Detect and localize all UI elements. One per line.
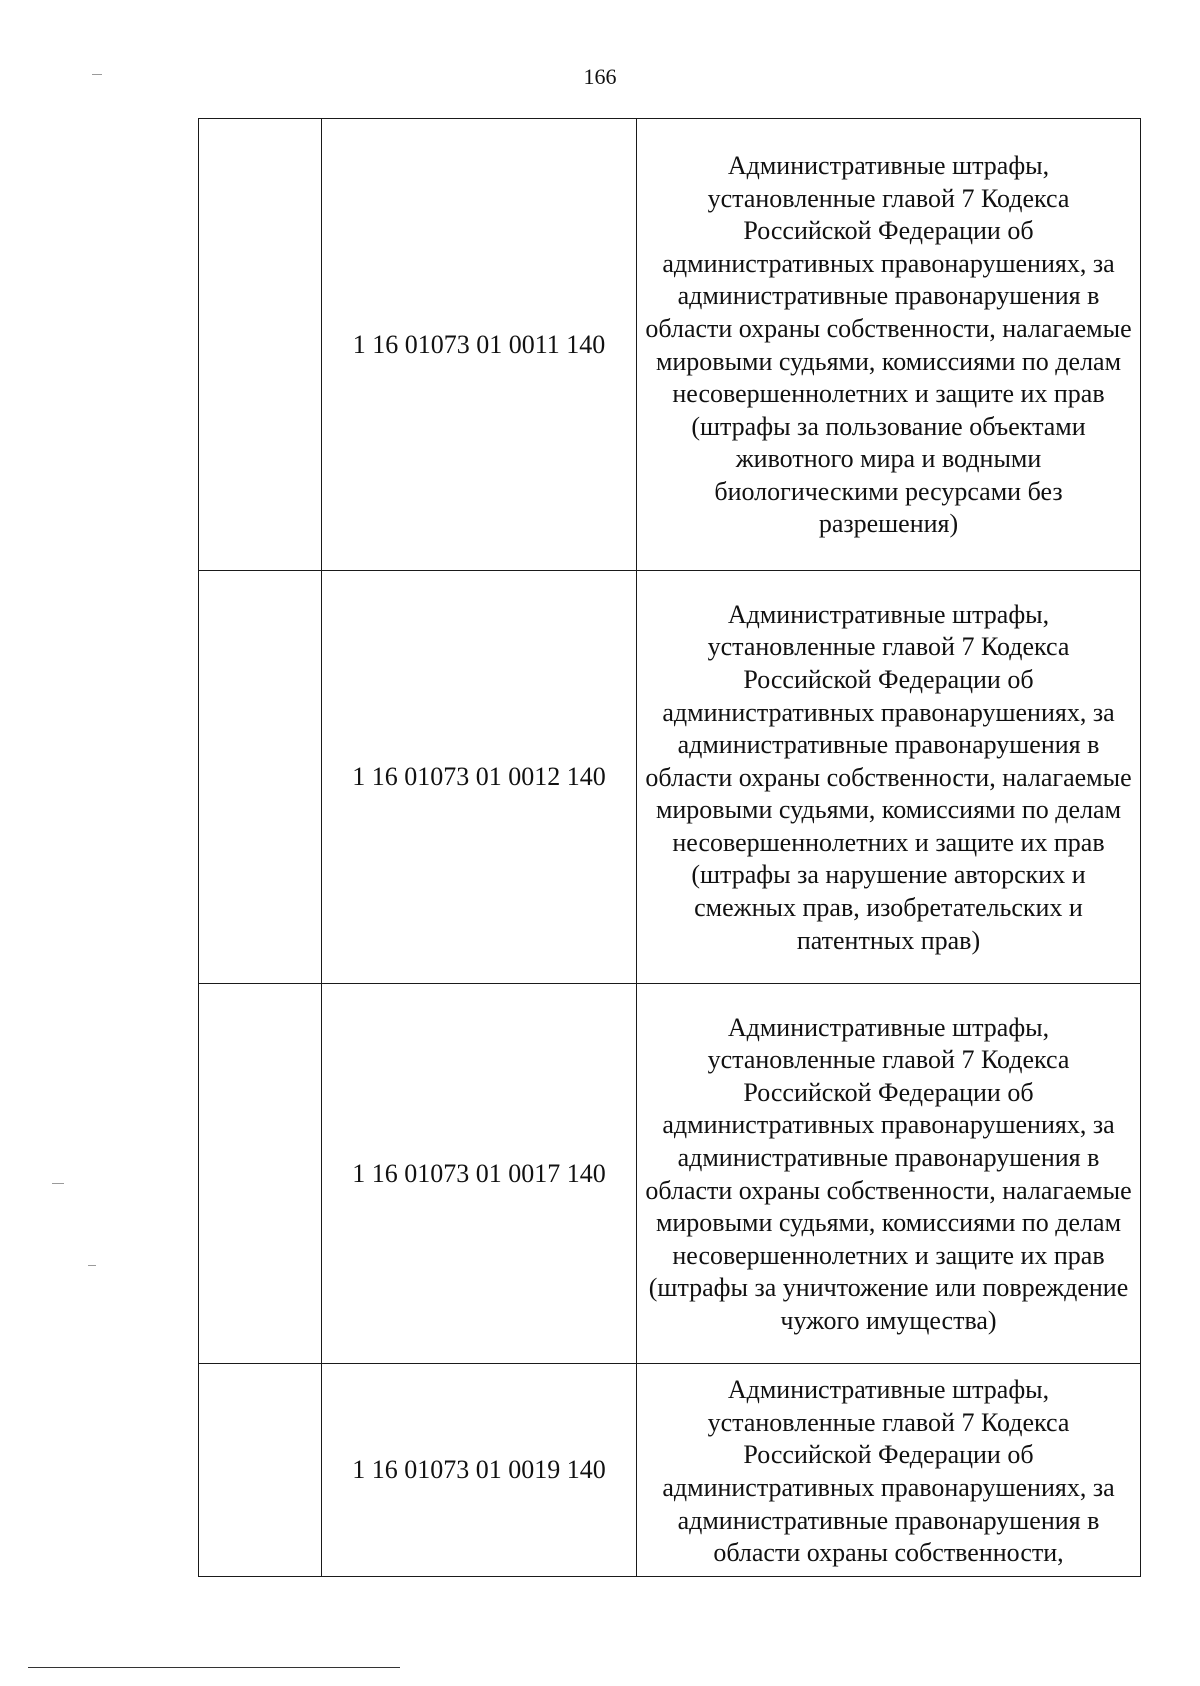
description-cell: Административные штрафы, установленные главой 7 Кодекса Российской Федерации об административных правонарушениях, за административные правонарушения в области охраны собственности, налагаемые мировыми судьями, комиссиями по делам несовершеннолетних и защите их прав (штрафы за уничтожение или повреждение чужого имущества): [637, 984, 1141, 1364]
scan-mark: [92, 74, 102, 75]
table-row: [199, 984, 1141, 1364]
budget-code-cell: 1 16 01073 01 0019 140: [322, 1364, 637, 1577]
table-row: [199, 1364, 1141, 1577]
scan-mark: [88, 1265, 96, 1266]
description-cell: Административные штрафы, установленные главой 7 Кодекса Российской Федерации об административных правонарушениях, за административные правонарушения в области охраны собственности, налагаемые мировыми судьями, комиссиями по делам несовершеннолетних и защите их прав (штрафы за пользование объектами животного мира и водными биологическими ресурсами без разрешения): [637, 119, 1141, 571]
budget-code-cell: 1 16 01073 01 0011 140: [322, 119, 637, 571]
page-number: 166: [583, 64, 617, 89]
budget-code-table: [198, 118, 1141, 1577]
scan-mark: [52, 1183, 64, 1184]
budget-code-cell: 1 16 01073 01 0012 140: [322, 571, 637, 984]
budget-code-cell: 1 16 01073 01 0017 140: [322, 984, 637, 1364]
row-number-cell: [199, 571, 322, 984]
description-cell: Административные штрафы, установленные главой 7 Кодекса Российской Федерации об административных правонарушениях, за административные правонарушения в области охраны собственности, налагаемые мировыми судьями, комиссиями по делам несовершеннолетних и защите их прав (штрафы за нарушение авторских и смежных прав, изобретательских и патентных прав): [637, 571, 1141, 984]
row-number-cell: [199, 119, 322, 571]
row-number-cell: [199, 984, 322, 1364]
table-row: [199, 571, 1141, 984]
row-number-cell: [199, 1364, 322, 1577]
footnote-rule: [28, 1667, 400, 1668]
description-cell: Административные штрафы, установленные главой 7 Кодекса Российской Федерации об административных правонарушениях, за административные правонарушения в области охраны собственности,: [637, 1364, 1141, 1577]
table-row: [199, 119, 1141, 571]
